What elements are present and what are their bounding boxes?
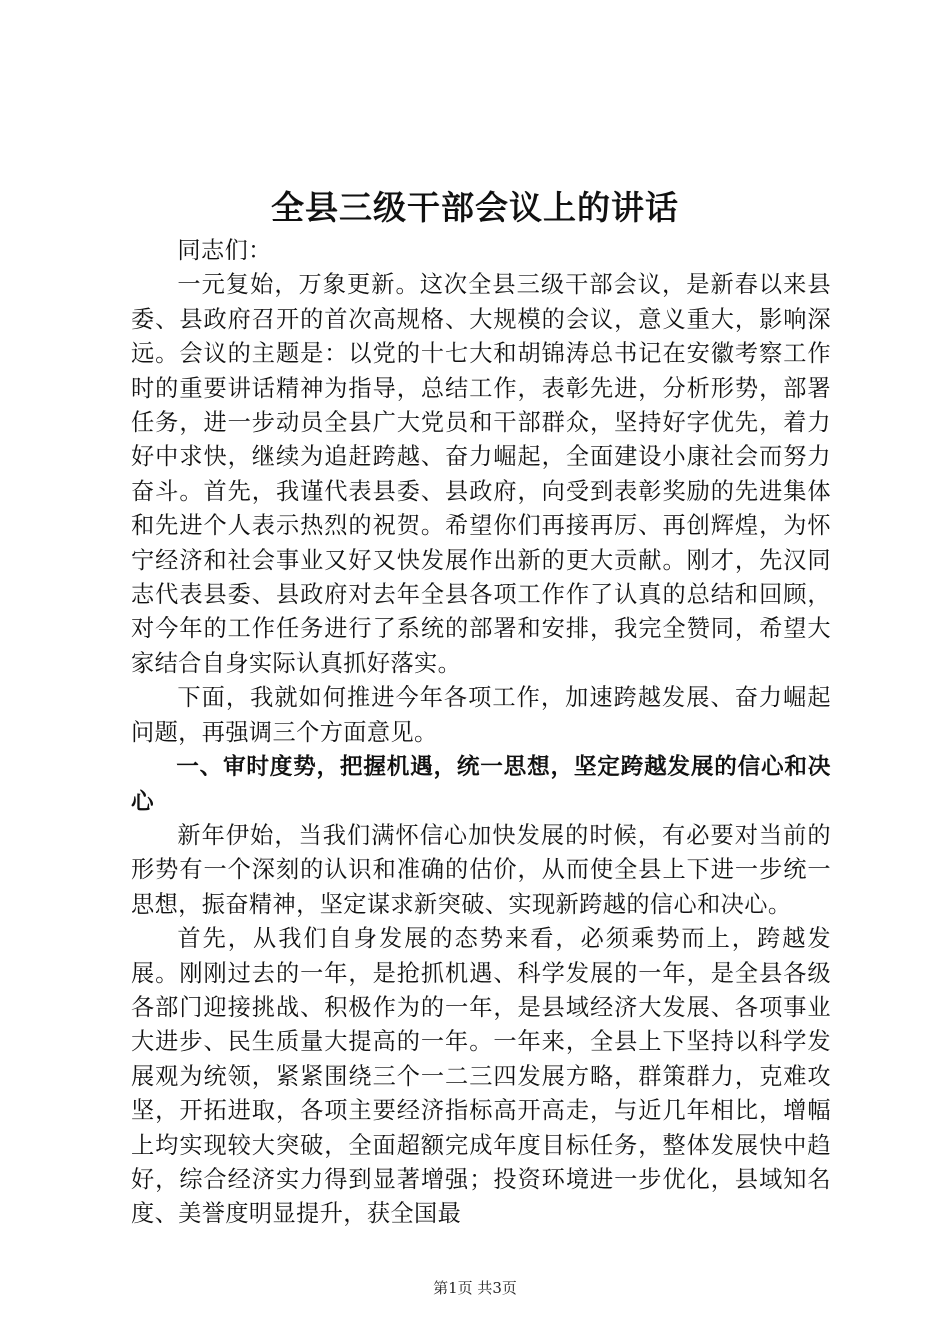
paragraph-section-1: 新年伊始，当我们满怀信心加快发展的时候，有必要对当前的形势有一个深刻的认识和准确的估价，从而使全县上下进一步统一思想，振奋精神，坚定谋求新突破、实现新跨越的信心和决心。 xyxy=(131,821,831,918)
paragraph-transition: 下面，我就如何推进今年各项工作，加速跨越发展、奋力崛起问题，再强调三个方面意见。 xyxy=(131,684,831,746)
greeting: 同志们： xyxy=(177,237,272,264)
section-heading: 一、审时度势，把握机遇，统一思想，坚定跨越发展的信心和决心 xyxy=(131,754,831,815)
paragraph-intro: 一元复始，万象更新。这次全县三级干部会议，是新春以来县委、县政府召开的首次高规格、大规模的会议，意义重大，影响深远。会议的主题是：以党的十七大和胡锦涛总书记在安徽考察工作时的重要讲话精神为指导，总结工作，表彰先进，分析形势，部署任务，进一步动员全县广大党员和干部群众，坚持好字优先，着力好中求快，继续为追赶跨越、奋力崛起，全面建设小康社会而努力奋斗。首先，我谨代表县委、县政府，向受到表彰奖励的先进集体和先进个人表示热烈的祝贺。希望你们再接再厉、再创辉煌，为怀宁经济和社会事业又好又快发展作出新的更大贡献。刚才，先汉同志代表县委、县政府对去年全县各项工作作了认真的总结和回顾，对今年的工作任务进行了系统的部署和安排，我完全赞同，希望大家结合自身实际认真抓好落实。 xyxy=(131,271,831,677)
paragraph-section-2: 首先，从我们自身发展的态势来看，必须乘势而上，跨越发展。刚刚过去的一年，是抢抓机遇、科学发展的一年，是全县各级各部门迎接挑战、积极作为的一年，是县域经济大发展、各项事业大进步、民生质量大提高的一年。一年来，全县上下坚持以科学发展观为统领，紧紧围绕三个一二三四发展方略，群策群力，克难攻坚，开拓进取，各项主要经济指标高开高走，与近几年相比，增幅上均实现较大突破，全面超额完成年度目标任务，整体发展快中趋好，综合经济实力得到显著增强；投资环境进一步优化，县域知名度、美誉度明显提升，获全国最 xyxy=(131,925,831,1228)
document-title: 全县三级干部会议上的讲话 xyxy=(271,188,679,227)
page-number-footer: 第1页 共3页 xyxy=(433,1279,517,1297)
document-body xyxy=(131,234,831,1232)
